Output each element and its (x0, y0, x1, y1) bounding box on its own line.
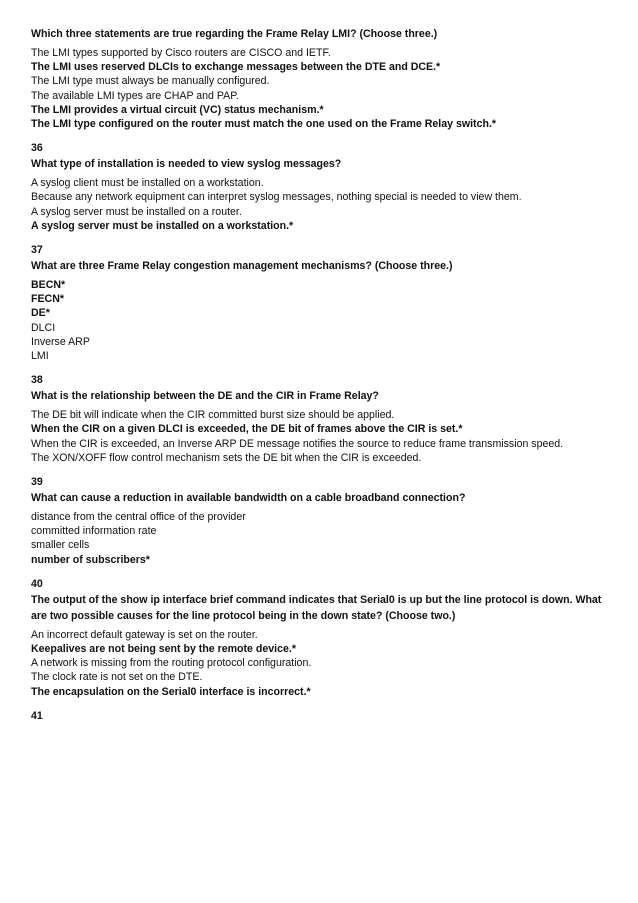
answer-option-correct: When the CIR on a given DLCI is exceeded, the DE bit of frames above the CIR is set.* (31, 423, 463, 436)
question-number: 36 (31, 142, 43, 155)
question-block (31, 26, 609, 131)
question-block (31, 474, 609, 567)
question-block (31, 140, 609, 233)
answer-option: smaller cells (31, 539, 90, 552)
answer-option: When the CIR is exceeded, an Inverse ARP DE message notifies the source to reduce frame transmission speed. (31, 437, 564, 450)
question-block (31, 372, 609, 465)
answer-option: The LMI types supported by Cisco routers are CISCO and IETF. (31, 47, 331, 59)
question-block (31, 708, 609, 724)
answer-option: DLCI (31, 321, 56, 334)
answer-options (31, 510, 609, 567)
answer-option: The clock rate is not set on the DTE. (31, 671, 203, 684)
answer-option-correct: number of subscribers* (31, 553, 150, 566)
answer-option-correct: The encapsulation on the Serial0 interface is incorrect.* (31, 685, 311, 698)
answer-option: A network is missing from the routing protocol configuration. (31, 657, 312, 670)
question-number: 40 (31, 577, 43, 590)
question-block (31, 242, 609, 363)
answer-option: An incorrect default gateway is set on the router. (31, 628, 258, 641)
question-text: The output of the show ip interface brief command indicates that Serial0 is up but the line protocol is down. What are two possible causes for the line protocol being in the down state? (Choose two.) (31, 593, 602, 622)
question-number: 38 (31, 374, 43, 387)
answer-option: The LMI type must always be manually configured. (31, 75, 270, 88)
answer-option: Inverse ARP (31, 335, 90, 348)
question-text: What type of installation is needed to view syslog messages? (31, 158, 342, 171)
answer-option: The DE bit will indicate when the CIR committed burst size should be applied. (31, 409, 395, 422)
question-number: 37 (31, 244, 43, 257)
question-text: What can cause a reduction in available bandwidth on a cable broadband connection? (31, 492, 466, 505)
answer-options (31, 278, 609, 363)
answer-option: A syslog server must be installed on a router. (31, 205, 242, 218)
answer-options (31, 46, 609, 131)
answer-options (31, 628, 609, 699)
question-number: 41 (31, 709, 43, 722)
question-block (31, 576, 609, 699)
document-page (31, 26, 609, 733)
answer-option: LMI (31, 350, 49, 363)
answer-option-correct: BECN* (31, 279, 66, 292)
answer-option-correct: FECN* (31, 293, 64, 306)
answer-options (31, 176, 609, 233)
question-number: 39 (31, 476, 43, 489)
answer-option: distance from the central office of the provider (31, 511, 246, 524)
question-text: Which three statements are true regarding the Frame Relay LMI? (Choose three.) (31, 28, 438, 40)
answer-option-correct: A syslog server must be installed on a workstation.* (31, 219, 294, 232)
question-text: What are three Frame Relay congestion management mechanisms? (Choose three.) (31, 260, 453, 273)
question-text: What is the relationship between the DE and the CIR in Frame Relay? (31, 390, 379, 403)
answer-option: committed information rate (31, 525, 157, 538)
answer-option: Because any network equipment can interpret syslog messages, nothing special is needed to view them. (31, 191, 522, 204)
answer-option-correct: DE* (31, 307, 50, 320)
answer-option: The XON/XOFF flow control mechanism sets the DE bit when the CIR is exceeded. (31, 451, 422, 464)
answer-option-correct: Keepalives are not being sent by the remote device.* (31, 643, 296, 656)
answer-option-correct: The LMI type configured on the router must match the one used on the Frame Relay switch.* (31, 118, 497, 131)
answer-option: The available LMI types are CHAP and PAP. (31, 89, 239, 102)
answer-option-correct: The LMI uses reserved DLCIs to exchange messages between the DTE and DCE.* (31, 61, 441, 74)
answer-option: A syslog client must be installed on a workstation. (31, 177, 264, 190)
answer-option-correct: The LMI provides a virtual circuit (VC) status mechanism.* (31, 103, 324, 116)
answer-options (31, 408, 609, 465)
